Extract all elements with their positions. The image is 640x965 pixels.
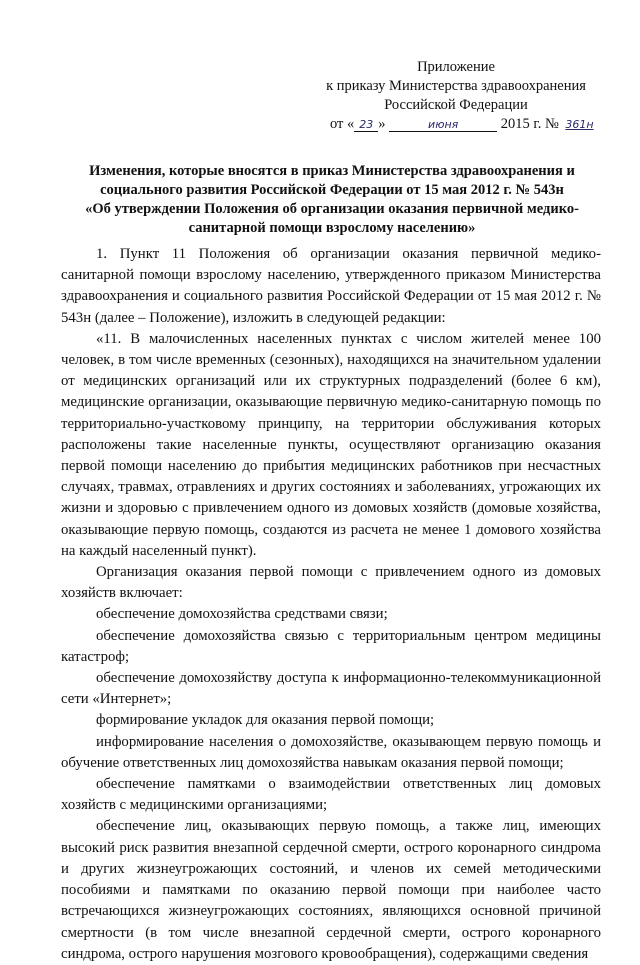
title-line-4: санитарной помощи взрослому населению» xyxy=(188,220,476,236)
list-item-communication: обеспечение домохозяйства средствами связи; xyxy=(96,606,388,623)
handwritten-day: 23 xyxy=(354,118,378,132)
appendix-country: Российской Федерации xyxy=(384,97,528,113)
paragraph-3: Организация оказания первой помощи с привлечением одного из домовых хозяйств включает: xyxy=(61,564,601,602)
list-item-disaster-center: обеспечение домохозяйства связью с территориальным центром медицины катастроф; xyxy=(61,627,601,665)
appendix-order-ref: к приказу Министерства здравоохранения xyxy=(326,78,586,94)
order-year: 2015 г. № xyxy=(500,116,559,132)
order-date-line xyxy=(326,115,594,134)
date-quote-close: » xyxy=(378,116,386,132)
list-item-methodical: обеспечение лиц, оказывающих первую помощь, а также лиц, имеющих высокий риск развития внезапной сердечной смерти, острого коронарного синдрома и других жизнеугрожающих состояний, и членов их семей методическими пособиями и памятками по оказанию первой помощи при наиболее часто встречающихся жизнеугрожающих состояниях, являющихся основной причиной смертности (в том числе внезапной сердечной смерти, острого коронарного синдрома, острого нарушения мозгового кровообращения), содержащими сведения xyxy=(61,818,601,962)
list-item-kits: формирование укладок для оказания первой помощи; xyxy=(96,712,435,729)
list-item-memos: обеспечение памятками о взаимодействии ответственных лиц домовых хозяйств с медицинскими организациями; xyxy=(61,776,601,814)
document-title xyxy=(62,162,602,238)
title-line-1: Изменения, которые вносятся в приказ Министерства здравоохранения и xyxy=(89,163,575,179)
list-item-informing: информирование населения о домохозяйстве, оказывающем первую помощь и обучение ответственных лиц домохозяйства навыкам оказания первой помощи; xyxy=(61,733,601,771)
date-prefix: от « xyxy=(330,116,355,132)
paragraph-2: «11. В малочисленных населенных пунктах с числом жителей менее 100 человек, в том числе временных (сезонных), находящихся на значительном удалении от медицинских организаций или их структурных подразделений (более 6 км), медицинские организации, оказывающие первичную медико-санитарную помощь по территориально-участковому принципу, на территории обслуживания которых расположены такие населенные пункты, осуществляют организацию оказания первой помощи населению до прибытия медицинских работников при несчастных случаях, травмах, отравлениях и других состояниях и заболеваниях, угрожающих их жизни и здоровью с привлечением одного из домовых хозяйств (домовые хозяйства, оказывающие первую помощь, создаются из расчета не менее 1 домового хозяйства на каждый населенный пункт). xyxy=(61,330,601,559)
document-body xyxy=(61,244,601,965)
handwritten-order-number: 361н xyxy=(565,118,594,131)
handwritten-month: июня xyxy=(389,118,497,132)
appendix-label: Приложение xyxy=(417,59,495,75)
appendix-header xyxy=(326,58,594,134)
title-line-2: социального развития Российской Федерации от 15 мая 2012 г. № 543н xyxy=(100,182,564,198)
paragraph-1: 1. Пункт 11 Положения об организации оказания первичной медико-санитарной помощи взрослому населению, утвержденного приказом Министерства здравоохранения и социального развития Российской Федерации от 15 мая 2012 г. № 543н (далее – Положение), изложить в следующей редакции: xyxy=(61,246,601,326)
title-line-3: «Об утверждении Положения об организации оказания первичной медико- xyxy=(85,201,579,217)
list-item-internet: обеспечение домохозяйству доступа к информационно-телекоммуникационной сети «Интернет»; xyxy=(61,670,601,708)
